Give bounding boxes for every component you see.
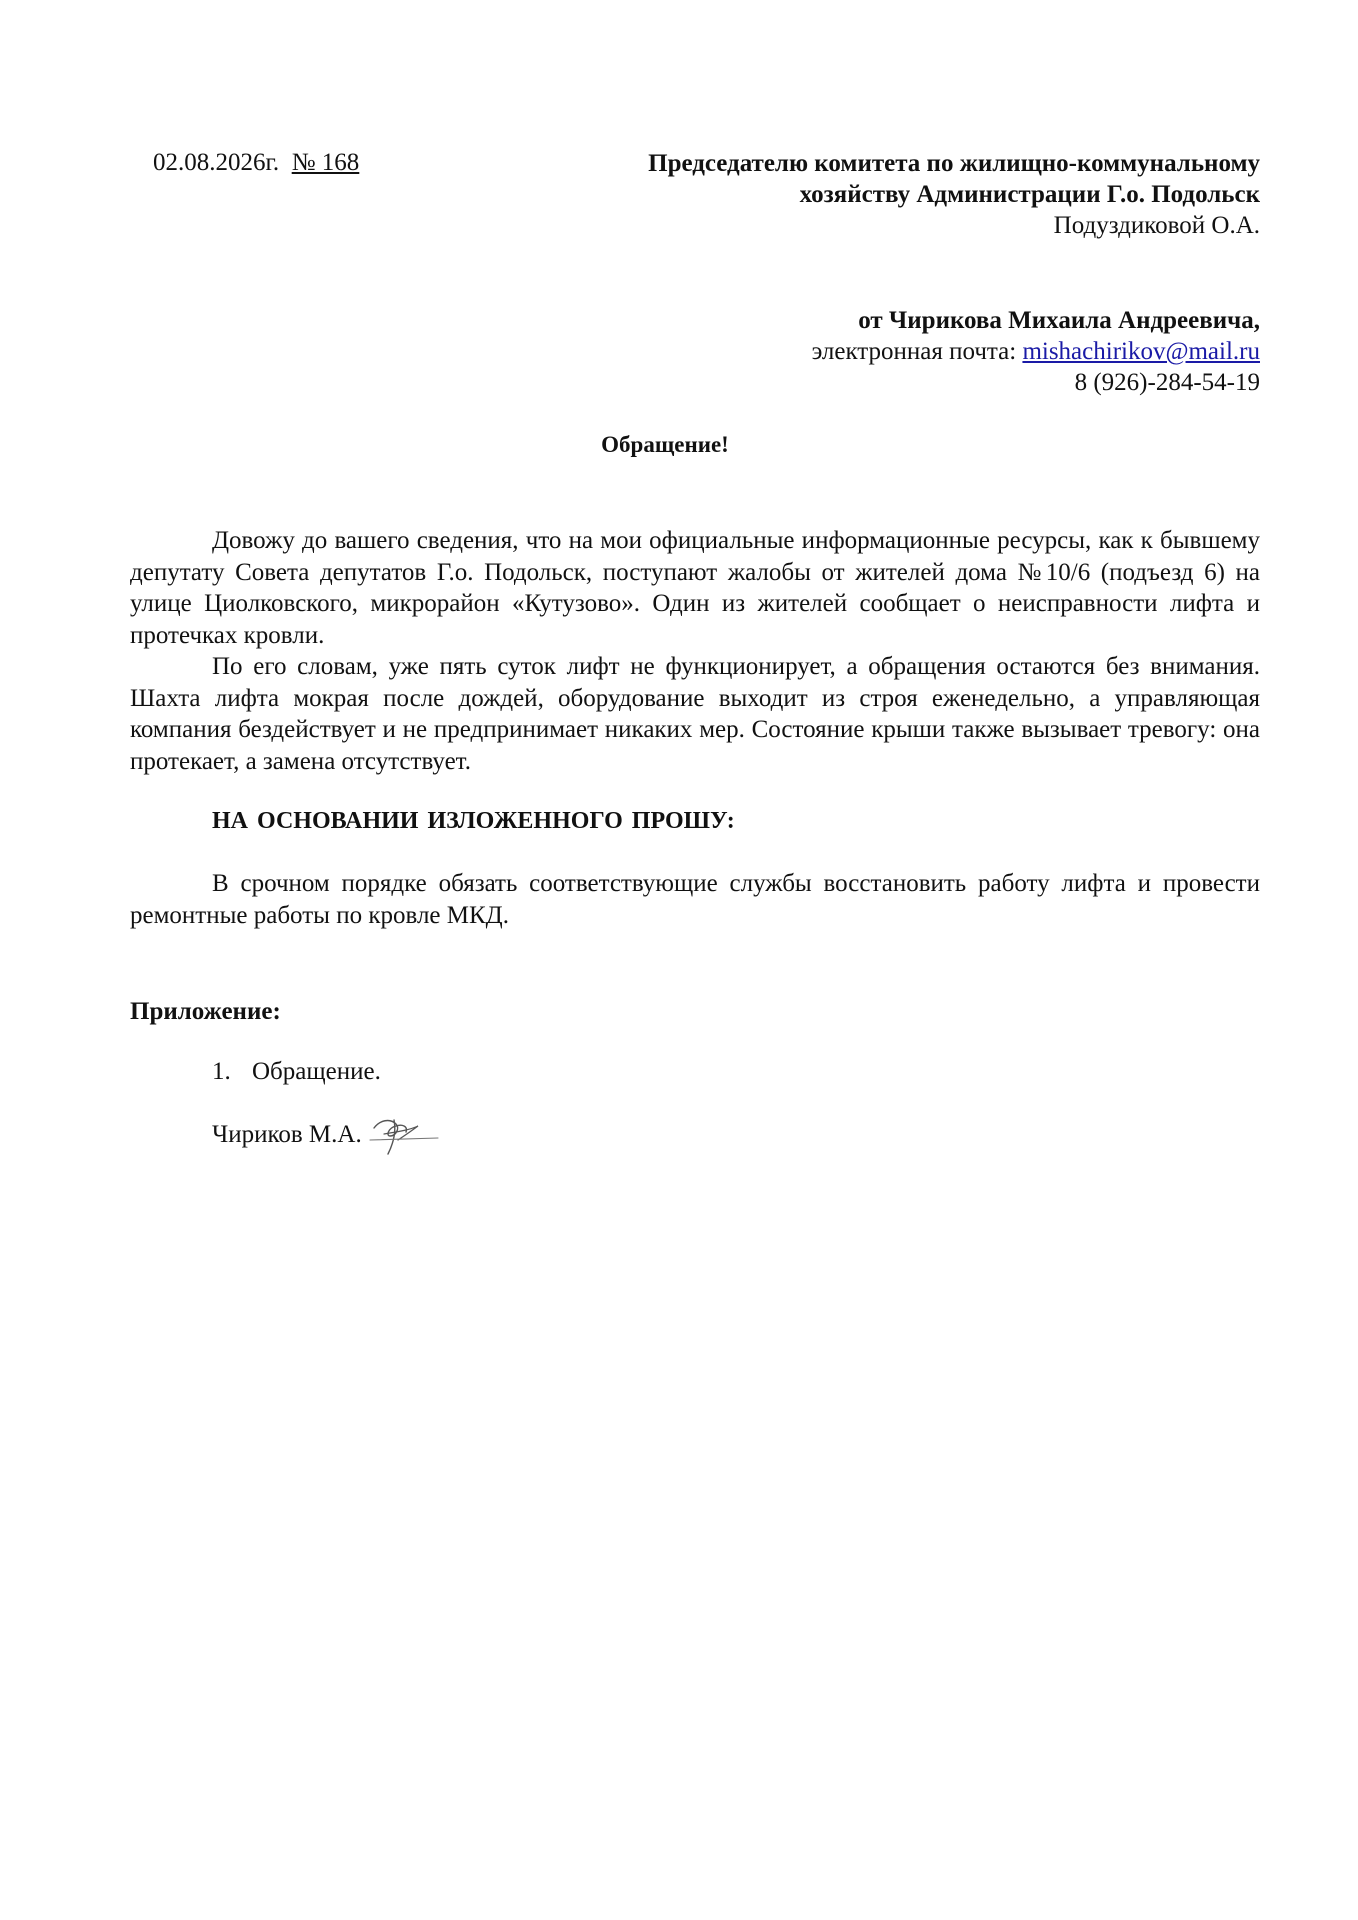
appendix-heading: Приложение: bbox=[130, 998, 281, 1025]
appendix-item-text: Обращение. bbox=[252, 1058, 381, 1085]
document-number: № 168 bbox=[291, 149, 360, 176]
sender-email-line bbox=[560, 336, 1260, 367]
appendix-item-number: 1. bbox=[212, 1058, 231, 1085]
addressee-position-line1: Председателю комитета по жилищно-коммунальному bbox=[648, 150, 1260, 177]
addressee-block bbox=[560, 148, 1260, 241]
sender-phone: 8 (926)-284-54-19 bbox=[1074, 369, 1260, 396]
body-paragraph-2: По его словам, уже пять суток лифт не функционирует, а обращения остаются без внимания. Шахта лифта мокрая после дождей, оборудование выходит из строя еженедельно, а управляющая компания бездействует и не предпринимает никаких мер. Состояние крыши также вызывает тревогу: она протекает, а замена отсутствует. bbox=[130, 653, 1260, 775]
appendix-item bbox=[212, 1057, 381, 1087]
sender-block bbox=[560, 305, 1260, 398]
sender-email-label: электронная почта: bbox=[811, 338, 1023, 365]
signatory-name: Чириков М.А. bbox=[212, 1121, 362, 1148]
signature-line bbox=[212, 1120, 362, 1150]
document-title: Обращение! bbox=[601, 432, 729, 457]
request-heading: НА ОСНОВАНИИ ИЗЛОЖЕННОГО ПРОШУ: bbox=[212, 808, 735, 834]
body-paragraph-3: В срочном порядке обязать соответствующие службы восстановить работу лифта и провести ремонтные работы по кровле МКД. bbox=[130, 870, 1260, 929]
document-date: 02.08.2026г. bbox=[153, 149, 280, 176]
body-paragraph-1: Довожу до вашего сведения, что на мои официальные информационные ресурсы, как к бывшему депутату Совета депутатов Г.о. Подольск, поступают жалобы от жителей дома №10/6 (подъезд 6) на улице Циолковского, микрорайон «Кутузово». Один из жителей сообщает о неисправности лифта и протечках кровли. bbox=[130, 527, 1260, 649]
addressee-position-line2: хозяйству Администрации Г.о. Подольск bbox=[799, 181, 1260, 208]
handwritten-signature bbox=[366, 1110, 440, 1160]
document-reference bbox=[153, 148, 359, 178]
sender-name: от Чирикова Михаила Андреевича, bbox=[858, 307, 1260, 334]
addressee-name: Подуздиковой О.А. bbox=[1053, 212, 1260, 239]
sender-email-link[interactable]: mishachirikov@mail.ru bbox=[1022, 338, 1260, 365]
